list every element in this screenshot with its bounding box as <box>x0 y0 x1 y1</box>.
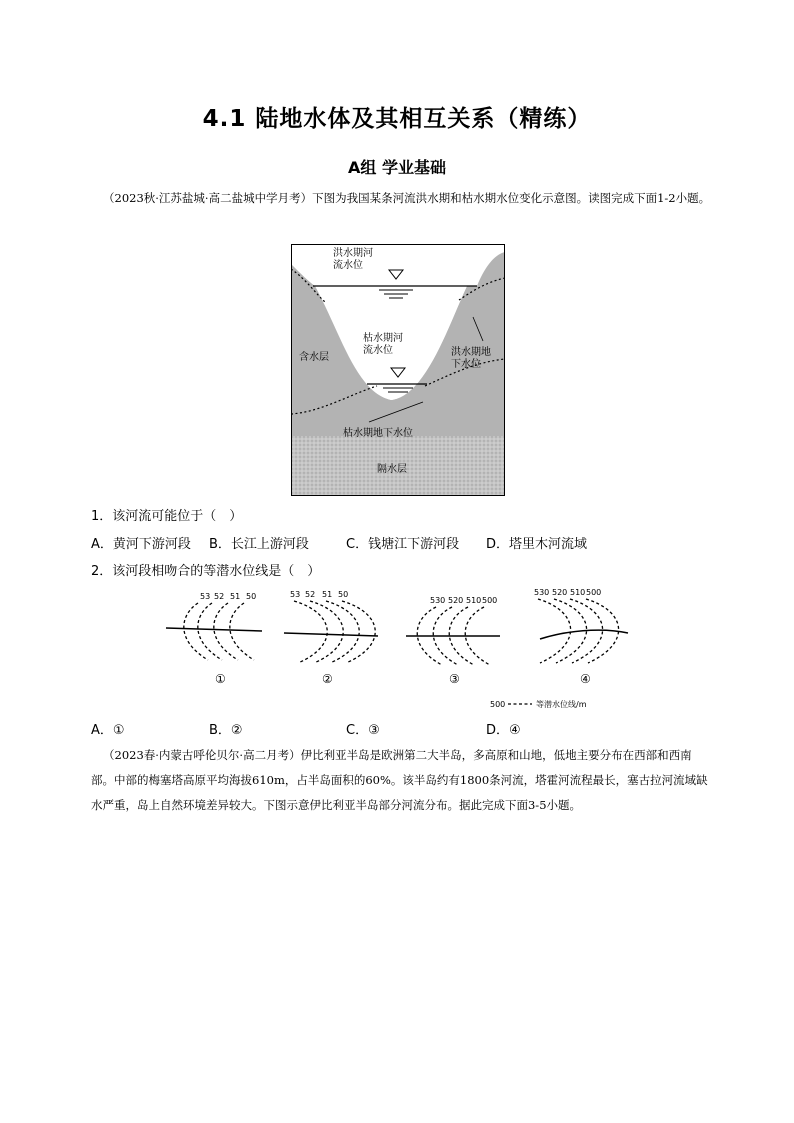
flood-groundwater-label: 洪水期地 <box>451 347 491 358</box>
svg-text:51: 51 <box>322 590 333 599</box>
svg-text:520: 520 <box>448 596 464 605</box>
aquifer-label: 含水层 <box>299 352 329 363</box>
intro-paragraph-1: （2023秋·江苏盐城·高二盐城中学月考）下图为我国某条河流洪水期和枯水期水位变化示意图。读图完成下面1-2小题。 <box>103 191 711 205</box>
q2-option-b[interactable]: B．② <box>209 723 243 738</box>
svg-text:50: 50 <box>246 592 257 601</box>
dry-river-level-label: 枯水期河 <box>363 333 403 344</box>
svg-text:500: 500 <box>490 700 506 709</box>
q2-option-d[interactable]: D．④ <box>486 723 521 738</box>
svg-text:500: 500 <box>586 588 602 597</box>
flood-river-level-label: 洪水期河 <box>333 248 373 259</box>
svg-text:510: 510 <box>466 596 482 605</box>
aquiclude-label: 隔水层 <box>377 464 407 475</box>
group-heading: A组 学业基础 <box>348 158 446 177</box>
panel-1-number: ① <box>215 672 226 686</box>
dry-groundwater-label: 枯水期地下水位 <box>343 428 413 439</box>
question-1: 1．该河流可能位于（ ） <box>91 509 243 524</box>
q1-option-d[interactable]: D．塔里木河流域 <box>486 537 588 552</box>
svg-text:下水位: 下水位 <box>451 359 481 370</box>
panel-3-number: ③ <box>449 672 460 686</box>
groundwater-contour-figure <box>160 585 640 715</box>
svg-text:53: 53 <box>200 592 211 601</box>
svg-text:流水位: 流水位 <box>333 260 363 271</box>
question-2: 2．该河段相吻合的等潜水位线是（ ） <box>91 564 321 579</box>
contour-panel-2 <box>284 590 378 686</box>
q1-option-c[interactable]: C．钱塘江下游河段 <box>346 537 460 552</box>
svg-text:50: 50 <box>338 590 349 599</box>
q1-option-a[interactable]: A．黄河下游河段 <box>91 537 191 552</box>
svg-text:520: 520 <box>552 588 568 597</box>
q2-option-a[interactable]: A．① <box>91 723 125 738</box>
svg-text:51: 51 <box>230 592 241 601</box>
river-cross-section-figure <box>291 244 505 496</box>
svg-text:流水位: 流水位 <box>363 345 393 356</box>
contour-panel-3 <box>406 596 500 686</box>
svg-text:等潜水位线/m: 等潜水位线/m <box>536 700 587 709</box>
contour-legend <box>490 699 587 709</box>
svg-text:530: 530 <box>430 596 446 605</box>
panel-4-number: ④ <box>580 672 591 686</box>
svg-text:52: 52 <box>305 590 316 599</box>
contour-panel-4 <box>534 588 628 686</box>
svg-text:510: 510 <box>570 588 586 597</box>
intro-paragraph-2: （2023春·内蒙古呼伦贝尔·高二月考）伊比利亚半岛是欧洲第二大半岛，多高原和山地，低地主要分布在西部和西南部。中部的梅塞塔高原平均海拔610m，占半岛面积的60%。该半岛约有1800条河流，塔霍河流程最长，塞古拉河流域缺水严重，岛上自然环境差异较大。下图示意伊比利亚半岛部分河流分布。据此完成下面3-5小题。 <box>91 748 708 812</box>
q2-option-c[interactable]: C．③ <box>346 723 380 738</box>
svg-text:53: 53 <box>290 590 301 599</box>
q1-option-b[interactable]: B．长江上游河段 <box>209 537 309 552</box>
panel-2-number: ② <box>322 672 333 686</box>
svg-text:52: 52 <box>214 592 225 601</box>
contour-panel-1 <box>166 592 262 686</box>
page-title: 4.1 陆地水体及其相互关系（精练） <box>202 106 592 132</box>
svg-text:530: 530 <box>534 588 550 597</box>
svg-text:500: 500 <box>482 596 498 605</box>
